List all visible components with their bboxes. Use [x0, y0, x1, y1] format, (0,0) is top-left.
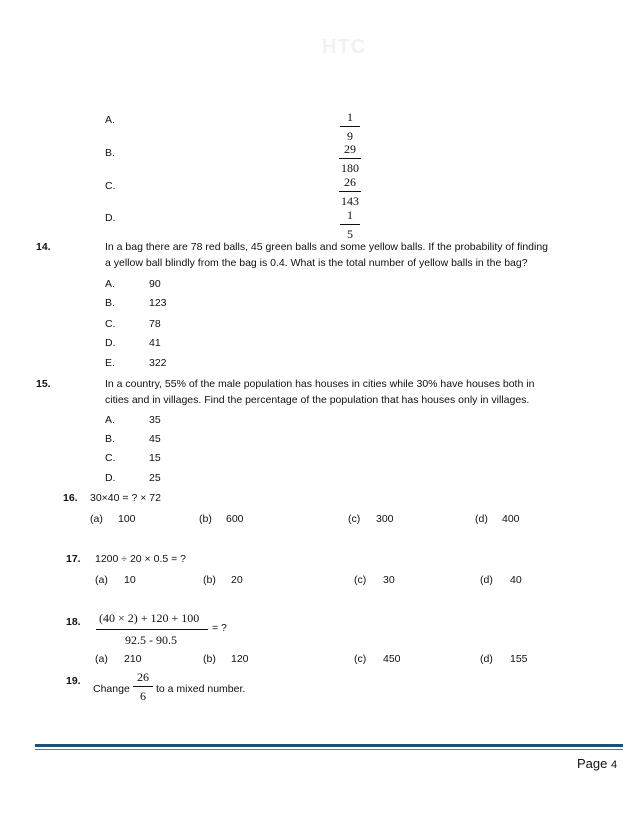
fraction-denominator: 92.5 - 90.5: [125, 633, 177, 647]
option-letter: D.: [105, 212, 116, 224]
option-letter: B.: [105, 433, 115, 445]
fraction-bar: [96, 629, 208, 630]
option-letter: (a): [95, 653, 108, 665]
page-footer: [577, 756, 617, 771]
option-letter: (c): [348, 513, 361, 525]
option-letter: C.: [105, 452, 116, 464]
option-letter: C.: [105, 180, 116, 192]
fraction-option-d: [340, 208, 360, 241]
question-number: 17.: [66, 553, 81, 565]
fraction-denominator: 9: [347, 129, 353, 143]
option-value: 10: [124, 574, 136, 586]
option-value: 123: [149, 297, 167, 309]
option-value: 210: [124, 653, 142, 665]
option-letter: D.: [105, 472, 116, 484]
page-number: 4: [611, 759, 618, 771]
question-number: 18.: [66, 616, 81, 628]
equals-question: = ?: [212, 622, 227, 634]
fraction-numerator: 1: [347, 110, 353, 124]
option-letter: (a): [90, 513, 103, 525]
option-value: 600: [226, 513, 244, 525]
question-number: 16.: [63, 492, 78, 504]
option-value: 450: [383, 653, 401, 665]
question-number: 19.: [66, 675, 81, 687]
option-value: 90: [149, 278, 161, 290]
fraction-numerator: 26: [344, 175, 356, 189]
fraction-option-b: [339, 142, 361, 175]
question-text: 30×40 = ? × 72: [90, 492, 161, 504]
question-text: 1200 ÷ 20 × 0.5 = ?: [95, 553, 187, 565]
option-letter: (d): [480, 653, 493, 665]
question-text: In a country, 55% of the male population has houses in cities while 30% have houses both in cities and in villages. Find the percentage of the population that has houses only in villages.: [105, 378, 535, 406]
option-value: 45: [149, 433, 161, 445]
fraction-option-a: [340, 110, 360, 143]
fraction-26-over-6: [133, 670, 153, 703]
option-letter: (d): [475, 513, 488, 525]
question-number: 14.: [36, 241, 51, 253]
fraction-bar: [339, 191, 361, 192]
option-value: 40: [510, 574, 522, 586]
fraction-numerator: 1: [347, 208, 353, 222]
option-value: 120: [231, 653, 249, 665]
option-value: 15: [149, 452, 161, 464]
fraction-bar: [133, 686, 153, 687]
option-letter: D.: [105, 337, 116, 349]
fraction-option-c: [339, 175, 361, 208]
fraction-numerator: 29: [344, 142, 356, 156]
option-letter: (c): [354, 653, 367, 665]
option-letter: (b): [199, 513, 212, 525]
page-label: Page: [577, 756, 608, 771]
option-letter: (a): [95, 574, 108, 586]
option-letter: C.: [105, 318, 116, 330]
fraction-numerator: 26: [137, 670, 149, 684]
fraction-bar: [340, 224, 360, 225]
fraction-numerator: (40 × 2) + 120 + 100: [99, 611, 200, 625]
question-text: In a bag there are 78 red balls, 45 green balls and some yellow balls. If the probability of finding a yellow ball blindly from the bag is 0.4. What is the total number of yellow balls in the bag?: [105, 241, 549, 269]
option-value: 25: [149, 472, 161, 484]
option-letter: A.: [105, 114, 115, 126]
question-suffix: to a mixed number.: [156, 683, 246, 695]
option-value: 322: [149, 357, 167, 369]
option-letter: (d): [480, 574, 493, 586]
option-value: 400: [502, 513, 520, 525]
fraction-denominator: 180: [341, 161, 359, 175]
option-letter: E.: [105, 357, 115, 369]
question-prefix: Change: [93, 683, 130, 695]
option-value: 100: [118, 513, 136, 525]
option-letter: B.: [105, 297, 115, 309]
option-value: 78: [149, 318, 161, 330]
option-value: 155: [510, 653, 528, 665]
option-letter: (b): [203, 653, 216, 665]
watermark: HTC: [322, 36, 367, 58]
fraction-bar: [340, 126, 360, 127]
footer-rule-thick: [35, 744, 623, 747]
fraction-denominator: 5: [347, 227, 353, 241]
option-value: 20: [231, 574, 243, 586]
fraction-denominator: 6: [140, 689, 146, 703]
option-letter: (b): [203, 574, 216, 586]
option-letter: A.: [105, 278, 115, 290]
question-number: 15.: [36, 378, 51, 390]
option-value: 30: [383, 574, 395, 586]
fraction-bar: [339, 158, 361, 159]
option-letter: (c): [354, 574, 367, 586]
option-value: 41: [149, 337, 161, 349]
footer-rule-thin: [35, 749, 623, 750]
option-letter: A.: [105, 414, 115, 426]
option-letter: B.: [105, 147, 115, 159]
option-value: 300: [376, 513, 394, 525]
fraction-denominator: 143: [341, 194, 359, 208]
option-value: 35: [149, 414, 161, 426]
